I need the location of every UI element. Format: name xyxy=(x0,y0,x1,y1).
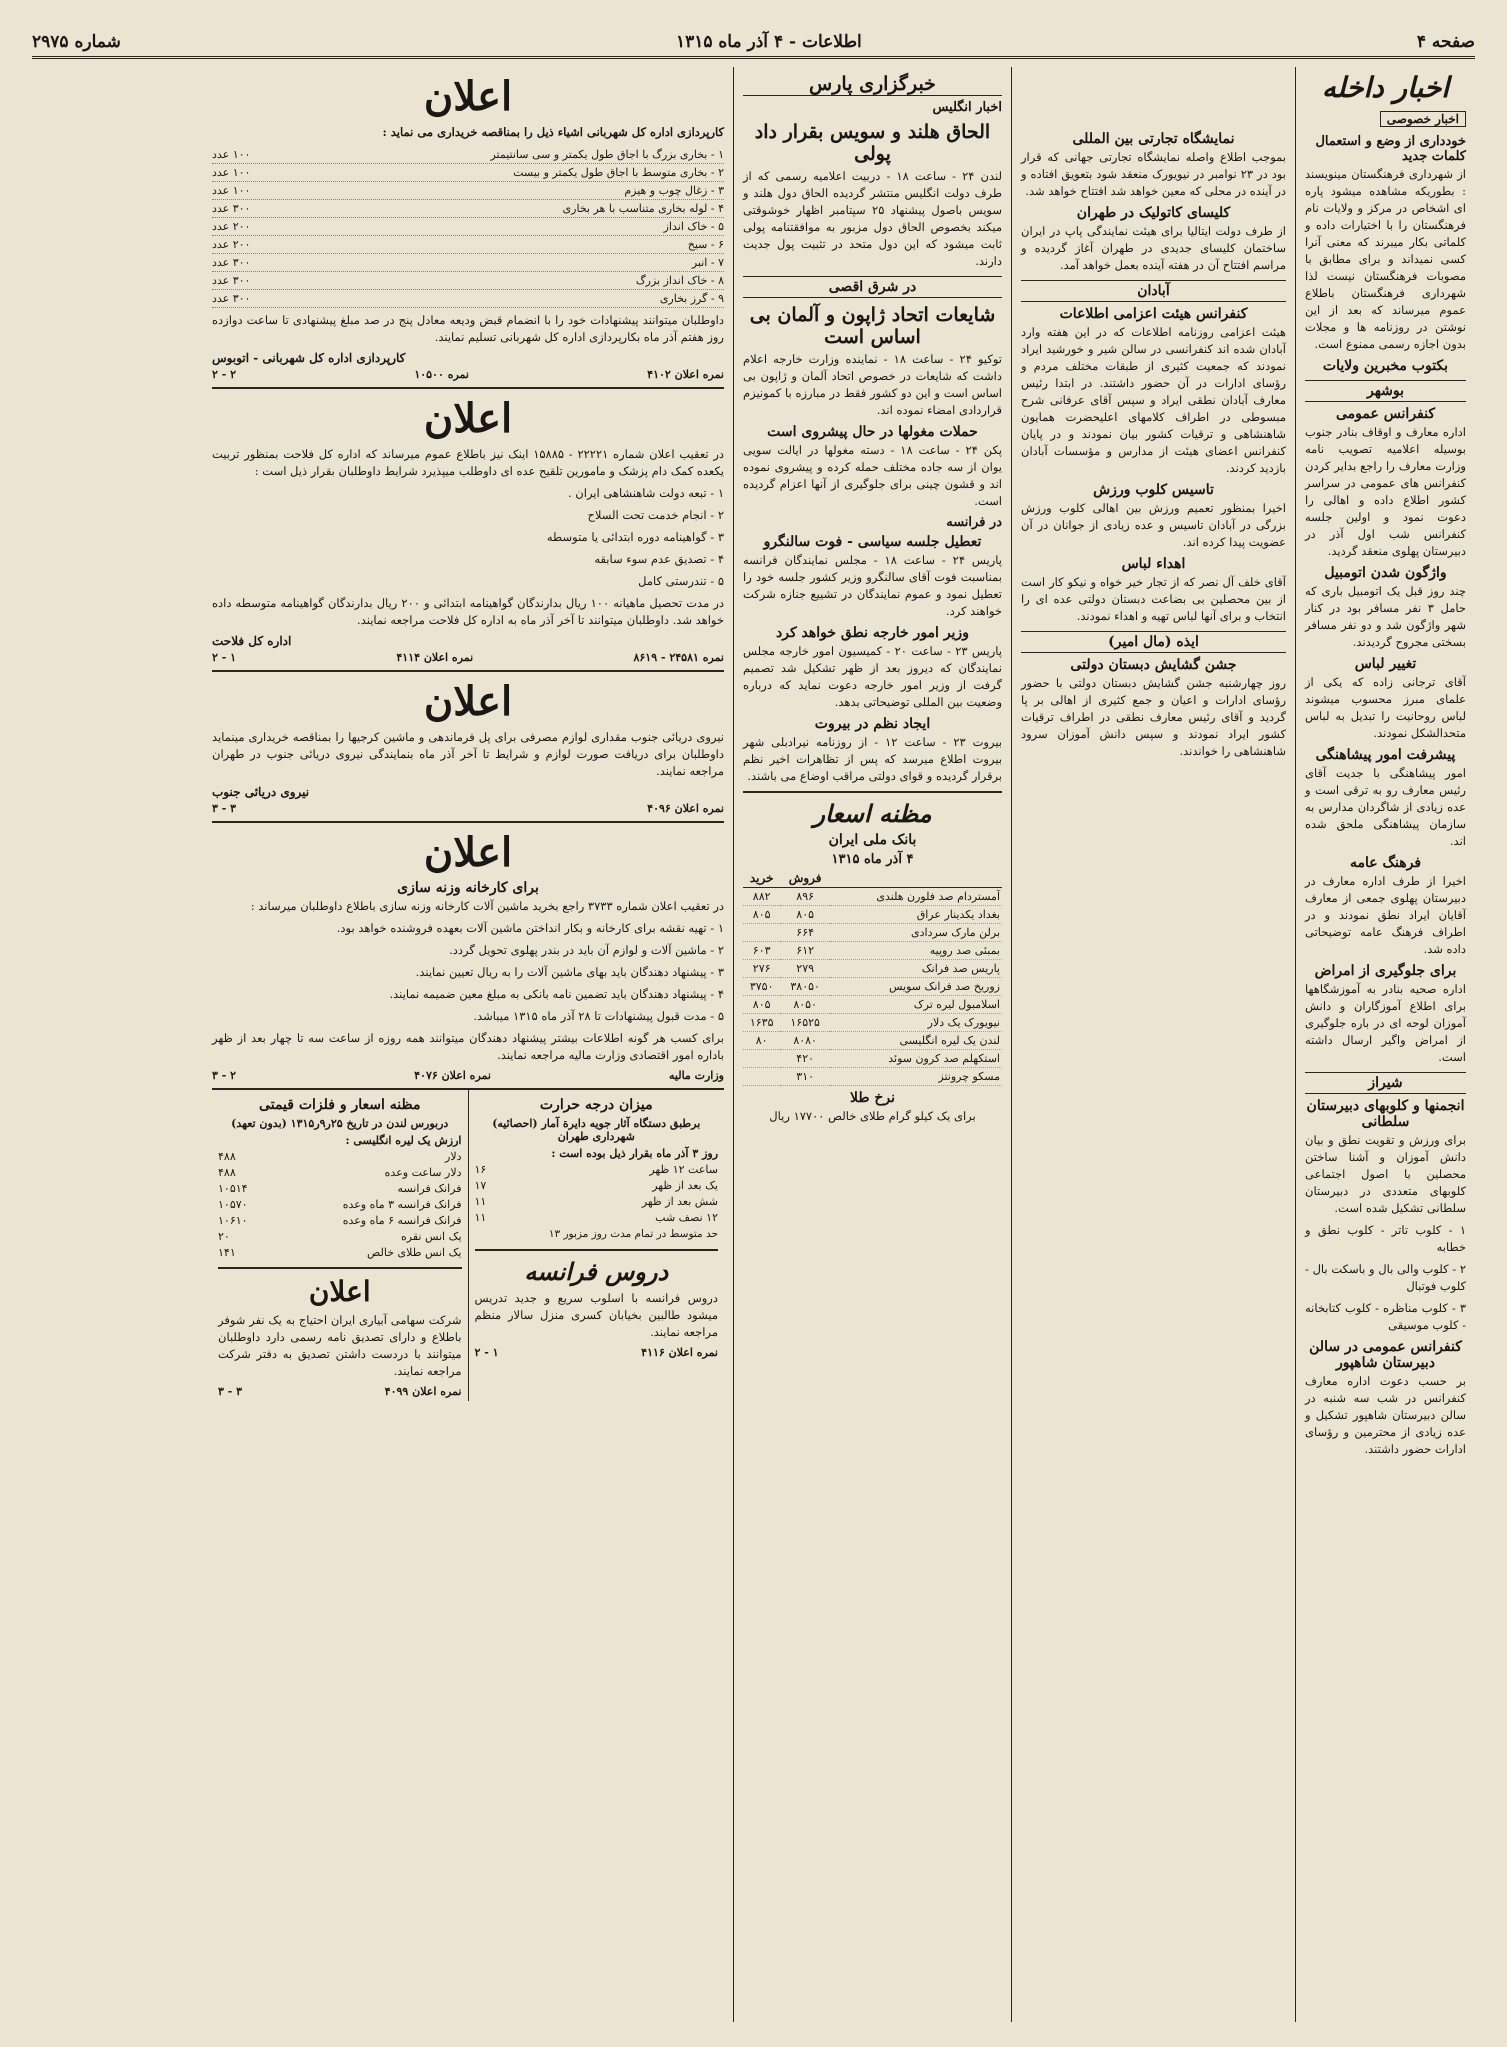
ad-shahrbani xyxy=(212,73,724,381)
rate-row: مسکو چرونتز ۳۱۰ xyxy=(743,1068,1002,1086)
metals-heading: ارزش یک لیره انگلیسی : xyxy=(345,1134,462,1147)
article-heading: ایجاد نظم در بیروت xyxy=(814,716,931,732)
ad-item: ۲ - انجام خدمت تحت السلاح xyxy=(587,508,724,522)
ads-column xyxy=(203,67,733,2022)
temperature-note: حد متوسط در تمام مدت روز مزبور ۱۳ xyxy=(548,1228,718,1240)
ad-scale-factory xyxy=(212,829,724,1082)
ad-body: برای کسب هر گونه اطلاعات بیشتر پیشنهاد دهندگان میتوانند همه روزه از ساعت سه تا چهار بعد از ظهر باداره امور اقتصادی وزارت مالیه مراجعه نمایند. xyxy=(212,1031,724,1062)
ad-title: اعلان xyxy=(423,829,513,876)
ad-body: داوطلبان میتوانند پیشنهادات خود را با انضمام قبض ودیعه معادل پنج در صد مبلغ پیشنهادی تا ساعت دوازده روز هفتم آذر ماه بکارپردازی اداره کل شهربانی تسلیم نمایند. xyxy=(212,313,724,344)
exclusive-tag: اخبار خصوصی xyxy=(1380,111,1466,127)
ad-footer: نمره اعلان ۴۰۹۶ ۳ - ۳ xyxy=(212,802,724,815)
rates-col-sell: فروش xyxy=(780,869,830,888)
lessons-footer: نمره اعلان ۴۱۱۶ ۱ - ۲ xyxy=(474,1346,718,1359)
article-heading: اهداء لباس xyxy=(1121,556,1186,572)
ad-navy xyxy=(212,678,724,815)
article-heading: وزیر امور خارجه نطق خواهد کرد xyxy=(776,625,969,641)
temperature-row: ساعت ۱۲ ظهر ۱۶ xyxy=(474,1163,718,1176)
article-heading: نمایشگاه تجارتی بین المللی xyxy=(1072,131,1235,147)
article-body: اداره معارف و اوقاف بنادر جنوب بوسیله اعلامیه تصویب نامه وزارت معارف را راجع بدایر کردن کنفرانس های عمومی در سراسر کشور اطلاع داده و اهالی را دعوت نمود و اولین جلسه کنفرانس شب اول آذر در دبیرستان پهلوی منعقد گردید. xyxy=(1305,425,1466,558)
ad-item: ۵ - مدت قبول پیشنهادات تا ۲۸ آذر ماه ۱۳۱۵ میباشد. xyxy=(473,1009,724,1023)
columns xyxy=(32,67,1475,2022)
rate-row: آمستردام صد فلورن هلندی ۸۹۶ ۸۸۲ xyxy=(743,888,1002,906)
pars-column xyxy=(733,67,1011,2022)
article-heading: حملات مغولها در حال پیشروی است xyxy=(767,424,978,440)
article-heading: انجمنها و کلوبهای دبیرستان سلطانی xyxy=(1306,1098,1465,1130)
ad-item: ۷ - انبر ۳۰۰ عدد xyxy=(212,254,724,272)
temperature-subtitle: برطبق دستگاه آثار جویه دایرة آمار (احصائیه) شهرداری طهران xyxy=(492,1117,701,1143)
ad-body: شرکت سهامی آبیاری ایران احتیاج به یک نفر شوفر باطلاع و دارای تصدیق نامه رسمی دارد داوطلبان میتوانند با دردست داشتن تصدیق به دفتر شرکت مراجعه نمایند. xyxy=(218,1313,462,1378)
domestic-headline: خودداری از وضع و استعمال کلمات جدید xyxy=(1315,134,1466,164)
pars-header: خبرگزاری پارس xyxy=(743,73,1002,96)
article-heading: فرهنگ عامه xyxy=(1349,855,1422,871)
correspondents-heading: بکتوب مخبرین ولایات xyxy=(1322,358,1449,374)
ad-footer: نمره اعلان ۴۰۹۹ ۳ - ۳ xyxy=(218,1385,462,1398)
ad-footer: نمره اعلان ۴۱۰۲ نمره ۱۰۵۰۰ ۲ - ۲ xyxy=(212,368,724,381)
article-heading: تعطیل جلسه سیاسی - فوت سالنگرو xyxy=(763,534,982,550)
temperature-title: میزان درجه حرارت xyxy=(539,1097,653,1113)
domestic-column xyxy=(1295,67,1475,2022)
ad-body: در تعقیب اعلان شماره ۲۲۲۲۱ - ۱۵۸۸۵ اینک نیز باطلاع عموم میرساند که اداره کل فلاحت بمنظور تربیت یکعده کمک دام پزشک و مامورین تلقیح عده ای داوطلب میپذیرد شرایط داوطلبان بقرار ذیل است : xyxy=(212,447,724,478)
article-body: روز چهارشنبه جشن گشایش دبستان دولتی با حضور رؤسای ادارات و اعیان و جمع کثیری از اهالی بر پا گردید و آقای رئیس معارف نطقی در اطراف ترقیات کشور ایراد نمودند و سپس دانش آموزان سرود شاهنشاهی را خواندند. xyxy=(1021,676,1286,758)
ad-agriculture xyxy=(212,395,724,664)
ad-item: ۶ - سیخ ۲۰۰ عدد xyxy=(212,236,724,254)
paper-date: اطلاعات - ۴ آذر ماه ۱۳۱۵ xyxy=(675,32,862,52)
ad-title: اعلان xyxy=(423,678,513,725)
city-izeh: ایذه (مال امیر) xyxy=(1021,631,1286,653)
club-item: ۲ - کلوب والی بال و باسکت بال - کلوب فوتبال xyxy=(1305,1262,1466,1293)
section-heading: در فرانسه xyxy=(946,515,1002,530)
rate-row: بغداد یکدینار عراق ۸۰۵ ۸۰۵ xyxy=(743,906,1002,924)
ad-body: در تعقیب اعلان شماره ۳۷۳۳ راجع بخرید ماشین آلات کارخانه وزنه سازی باطلاع داوطلبان میرساند : xyxy=(250,899,724,913)
ad-item: ۴ - تصدیق عدم سوء سابقه xyxy=(594,552,724,566)
ad-signature: اداره کل فلاحت xyxy=(212,634,292,648)
article-heading: برای جلوگیری از امراض xyxy=(1314,963,1457,979)
ad-title: اعلان xyxy=(423,395,513,442)
ad-item: ۳ - گواهینامه دوره ابتدائی یا متوسطه xyxy=(546,530,724,544)
ad-item: ۲ - بخاری متوسط با اجاق طول یکمتر و بیست ۱۰۰ عدد xyxy=(212,164,724,182)
ad-item: ۲ - ماشین آلات و لوازم آن باید در بندر پهلوی تحویل گردد. xyxy=(449,943,724,957)
article-body: پاریس ۲۳ - ساعت ۲۰ - کمیسیون امور خارجه مجلس نمایندگان که دیروز بعد از ظهر تشکیل شد تصمیم گرفت از وزیر امور خارجه دعوت نماید که درباره وضعیت بین المللی توضیحاتی بدهد. xyxy=(743,644,1003,709)
temperature-box xyxy=(468,1090,725,1401)
article-heading: کنفرانس هیئت اعزامی اطلاعات xyxy=(1059,306,1248,322)
ad-item: ۱ - تبعه دولت شاهنشاهی ایران . xyxy=(568,486,724,500)
ad-item-list xyxy=(212,146,724,308)
ad-item: ۴ - پیشنهاد دهندگان باید تضمین نامه بانکی به مبلغ معین ضمیمه نمایند. xyxy=(389,987,724,1001)
rates-col-currency xyxy=(830,869,1002,888)
section-heading: اخبار انگلیس xyxy=(932,100,1002,115)
temperature-date: روز ۳ آذر ماه بقرار ذیل بوده است : xyxy=(551,1147,718,1160)
article-heading: کنفرانس عمومی xyxy=(1335,406,1436,422)
rate-row: زوریخ صد فرانک سویس ۳۸۰۵۰ ۳۷۵۰ xyxy=(743,978,1002,996)
ad-item: ۳ - زغال چوب و هیزم ۱۰۰ عدد xyxy=(212,182,724,200)
ad-body: در مدت تحصیل ماهیانه ۱۰۰ ریال بدارندگان گواهینامه ابتدائی و ۲۰۰ ریال بدارندگان گواهینامه متوسطه داده خواهد شد. داوطلبان میتوانند تا آخر آذر ماه به اداره کل فلاحت مراجعه نمایند. xyxy=(212,596,725,627)
club-item: ۳ - کلوب مناظره - کلوب کتابخانه - کلوب موسیقی xyxy=(1305,1301,1466,1332)
article-heading: پیشرفت امور پیشاهنگی xyxy=(1315,747,1456,763)
ad-item: ۸ - خاک انداز بزرگ ۳۰۰ عدد xyxy=(212,272,724,290)
temperature-row: ۱۲ نصف شب ۱۱ xyxy=(474,1211,718,1224)
ad-footer: وزارت مالیه نمره اعلان ۴۰۷۶ ۲ - ۳ xyxy=(212,1069,724,1082)
gold-price: برای یک کیلو گرام طلای خالص ۱۷۷۰۰ ریال xyxy=(769,1109,976,1123)
city-shiraz: شیراز xyxy=(1305,1072,1466,1094)
issue-number: شماره ۲۹۷۵ xyxy=(32,32,121,52)
rate-row: استکهلم صد کرون سوئد ۴۲۰ xyxy=(743,1050,1002,1068)
lessons-body: دروس فرانسه با اسلوب سریع و جدید تدریس میشود طالبین بخیابان کسری منزل سالار منظم مراجعه نمایند. xyxy=(474,1291,718,1339)
article-body: پاریس ۲۴ - ساعت ۱۸ - مجلس نمایندگان فرانسه بمناسبت فوت آقای سالنگرو وزیر کشور جلسه خود را تعطیل نمود و عموم نمایندگان در تشییع جنازه شرکت خواهند کرد. xyxy=(743,553,1002,618)
article-body: لندن ۲۴ - ساعت ۱۸ - دربیت اعلامیه رسمی که از طرف دولت انگلیس منتشر گردیده الحاق دول هلند و سویس باصول پیشنهاد ۲۵ سپتامبر اظهار خوشوقتی میکند بخصوص الحاق دول مزبور به موافقتنامه پولی ثابت میشود که این دول متحد در تثبیت پول جدیت دارند. xyxy=(743,169,1002,268)
metals-row: دلار ساعت وعده ۴۸۸ xyxy=(218,1166,462,1179)
rates-bank: بانک ملی ایران xyxy=(828,832,917,848)
article-body: بر حسب دعوت اداره معارف کنفرانس در شب سه شنبه در سالن دبیرستان شاهپور تشکیل و عده زیادی از محترمین و رؤسای ادارات حضور داشتند. xyxy=(1305,1374,1466,1456)
article-body: امور پیشاهنگی با جدیت آقای رئیس معارف رو به ترقی است و عده زیادی از شاگردان مدارس به سازمان پیشاهنگی ملحق شده اند. xyxy=(1305,766,1466,848)
city-bushehr: بوشهر xyxy=(1305,380,1466,402)
article-heading: جشن گشایش دبستان دولتی xyxy=(1070,657,1237,673)
section-heading: در شرق اقصی xyxy=(743,276,1002,298)
rate-row: لندن یک لیره انگلیسی ۸۰۸۰ ۸۰ xyxy=(743,1032,1002,1050)
article-body: هیئت اعزامی روزنامه اطلاعات که در این هفته وارد آبادان شده اند کنفرانسی در سالن شیر و خورشید ایراد نمودند که جمعیت کثیری از طبقات مختلف مردم و رؤسای ادارات در آن حضور داشتند. در ابتدا رئیس معارف آبادان نطقی ایراد و سپس آقای عرفانی شرح مبسوطی در اطراف کلامهای اعلیحضرت همایون شاهنشاهی و ترقیات کشور بیان نمودند و در پایان کنفرانس اعضای هیئت از مدارس و مؤسسات آبادان بازدید کردند. xyxy=(1021,325,1286,475)
metals-row: یک انس طلای خالص ۱۴۱ xyxy=(218,1246,462,1259)
metals-title: مظنه اسعار و فلزات قیمتی xyxy=(259,1097,421,1113)
article-body: آقای خلف آل نصر که از تجار خیر خواه و نیکو کار است از بین محصلین بی بضاعت دبستان دولتی عده ای را انتخاب و برای آنها لباس تهیه و اهداء نمودند. xyxy=(1021,575,1286,623)
article-heading: تغییر لباس xyxy=(1354,656,1417,672)
metals-box xyxy=(212,1090,468,1401)
ad-signature: نیروی دریائی جنوب xyxy=(212,785,310,799)
article-body: توکیو ۲۴ - ساعت ۱۸ - نماینده وزارت خارجه اعلام داشت که شایعات در خصوص اتحاد آلمان و ژاپون بی اساس است و این دو کشور فقط در مبارزه با کمونیزم قراردادی امضاء نموده اند. xyxy=(743,352,1003,417)
rate-row: نیویورک یک دلار ۱۶۵۲۵ ۱۶۳۵ xyxy=(743,1014,1002,1032)
article-body: بیروت ۲۳ - ساعت ۱۲ - از روزنامه نیرادبلی شهر بیروت اطلاع میرسد که پس از تظاهرات اخیر نظم برقرار گردیده و قوای دولتی مراقب اوضاع می باشند. xyxy=(743,735,1002,783)
ad-title: اعلان xyxy=(308,1275,371,1308)
metals-subtitle: دربورس لندن در تاریخ ۲۵ر۹ر۱۳۱۵ (بدون تعهد) xyxy=(231,1117,449,1130)
temperature-row: یک بعد از ظهر ۱۷ xyxy=(474,1179,718,1192)
article-heading: کلیسای کاتولیک در طهران xyxy=(1076,205,1231,221)
article-body: چند روز قبل یک اتومبیل باری که حامل ۳ نفر مسافر بود در کنار شهر واژگون شد و دو نفر مسافر بسختی مجروح گردیدند. xyxy=(1305,584,1466,649)
gold-title: نرخ طلا xyxy=(849,1090,896,1106)
article-body: آقای ترجانی زاده که یکی از علمای مبرز محسوب میشوند لباس روحانیت را تبدیل به لباس متحدالشکل نمودند. xyxy=(1305,675,1466,740)
rates-col-buy: خرید xyxy=(743,869,780,888)
metals-row: فرانک فرانسه ۳ ماه وعده ۱۰۵۷۰ xyxy=(218,1198,462,1211)
domestic-banner: اخبار داخله xyxy=(1321,71,1450,104)
article-body: برای ورزش و تقویت نطق و بیان دانش آموزان و آشنا ساختن محصلین با اصول اجتماعی کلوبهای متعددی در دبیرستان سلطانی تشکیل شده است. xyxy=(1305,1133,1466,1215)
article-heading: کنفرانس عمومی در سالن دبیرستان شاهپور xyxy=(1309,1339,1462,1371)
article-heading: شایعات اتحاد ژاپون و آلمان بی اساس است xyxy=(749,304,996,348)
ad-item: ۳ - پیشنهاد دهندگان باید بهای ماشین آلات را به ریال تعیین نمایند. xyxy=(415,965,724,979)
ad-title: اعلان xyxy=(423,73,513,120)
ad-item: ۴ - لوله بخاری متناسب با هر بخاری ۳۰۰ عدد xyxy=(212,200,724,218)
rates-title: مظنه اسعار xyxy=(813,799,932,828)
rate-row: برلن مارک سردادی ۶۶۴ xyxy=(743,924,1002,942)
article-heading: واژگون شدن اتومبیل xyxy=(1324,565,1447,581)
ad-footer: نمره ۲۴۵۸۱ - ۸۶۱۹ نمره اعلان ۴۱۱۴ ۱ - ۲ xyxy=(212,651,724,664)
rates-date: ۴ آذر ماه ۱۳۱۵ xyxy=(831,852,914,867)
rate-row: اسلامبول لیره ترک ۸۰۵۰ ۸۰۵ xyxy=(743,996,1002,1014)
ad-item: ۱ - بخاری بزرگ با اجاق طول یکمتر و سی سانتیمتر ۱۰۰ عدد xyxy=(212,146,724,164)
article-body: پکن ۲۴ - ساعت ۱۸ - دسته مغولها در ایالت سویی یوان از سه جاده مختلف حمله کرده و پیشروی نموده اند و قشون چینی برای جلوگیری از آنها اعزام گردیده است. xyxy=(743,443,1002,508)
city-abadan: آبادان xyxy=(1021,280,1286,302)
rate-row: بمبئی صد روپیه ۶۱۲ ۶۰۳ xyxy=(743,942,1002,960)
domestic-body: از شهرداری فرهنگستان مینویسند : بطوریکه مشاهده میشود پاره ای اشخاص در مرکز و ولایات نام فرهنگستان را با اختیارات داده و کلماتی بکار میبرند که معنی آنرا کسی نمیداند و برای مطابق با مصوبات فرهنگستان نیست لذا شهرداری فرهنگستان باطلاع عموم میرساند که بعد از این نوشتن در روزنامه ها و مجلات بدون اجازه رسمی ممنوع است. xyxy=(1305,167,1466,351)
ad-subtitle: برای کارخانه وزنه سازی xyxy=(397,880,539,896)
rates-table xyxy=(743,869,1002,1086)
ad-item: ۵ - تندرستی کامل xyxy=(638,574,724,588)
middle-column xyxy=(1011,67,1295,2022)
article-body: اداره صحیه بنادر به آموزشگاهها برای اطلاع آموزگاران و دانش آموزان لوحه ای در باره جلوگیری از امراض واگیر ارسال داشته است. xyxy=(1305,982,1466,1064)
metals-row: فرانک فرانسه ۶ ماه وعده ۱۰۶۱۰ xyxy=(218,1214,462,1227)
metals-row: یک انس نقره ۲۰ xyxy=(218,1230,462,1243)
article-body: بموجب اطلاع واصله نمایشگاه تجارتی جهانی که قرار بود در ۲۳ نوامبر در نیویورک منعقد شود بتعویق افتاده و در آینده در محلی که معین خواهد شد افتتاح خواهد شد. xyxy=(1021,150,1286,198)
masthead xyxy=(32,28,1475,59)
article-heading: الحاق هلند و سویس بقرار داد پولی xyxy=(754,121,991,165)
ad-item: ۵ - خاک انداز ۲۰۰ عدد xyxy=(212,218,724,236)
ad-body: نیروی دریائی جنوب مقداری لوازم مصرفی برای پل فرماندهی و ماشین کرجیها را بمناقصه خریداری مینماید داوطلبان برای دریافت صورت لوازم و شرایط تا آخر آذر ماه بنمایندگی نیروی دریائی جنوب در طهران مراجعه نمایند. xyxy=(212,730,724,778)
article-body: از طرف دولت ایتالیا برای هیئت نمایندگی پاپ در ایران ساختمان کلیسای جدیدی در طهران آغاز گردیده و مراسم افتتاح آن در هفته آینده بعمل خواهد آمد. xyxy=(1021,224,1286,272)
lessons-title: دروس فرانسه xyxy=(524,1257,669,1286)
ad-signature: کارپردازی اداره کل شهربانی - اتوبوس xyxy=(212,351,406,365)
rate-row: پاریس صد فرانک ۲۷۹ ۲۷۶ xyxy=(743,960,1002,978)
article-body: اخیرا بمنظور تعمیم ورزش بین اهالی کلوب ورزش بزرگی در آبادان تاسیس و عده زیادی از جوانان در آن عضویت پیدا کرده اند. xyxy=(1021,501,1286,549)
ad-item: ۱ - تهیه نقشه برای کارخانه و بکار انداختن ماشین آلات بعهده فروشنده خواهد بود. xyxy=(336,921,724,935)
article-heading: تاسیس کلوب ورزش xyxy=(1093,482,1214,498)
bottom-boxes xyxy=(212,1088,724,1401)
temperature-row: شش بعد از ظهر ۱۱ xyxy=(474,1195,718,1208)
metals-row: فرانک فرانسه ۱۰۵۱۴ xyxy=(218,1182,462,1195)
article-body: اخیرا از طرف اداره معارف در دبیرستان پهلوی جمعی از معارف آقایان ایراد نطق نمودند و در اطراف فرهنگ عامه توضیحاتی داده شد. xyxy=(1305,874,1466,956)
ad-intro: کارپردازی اداره کل شهربانی اشیاء ذیل را بمناقصه خریداری می نماید : xyxy=(382,125,724,139)
page-label: صفحه ۴ xyxy=(1416,32,1475,52)
metals-row: دلار ۴۸۸ xyxy=(218,1150,462,1163)
ad-item: ۹ - گرز بخاری ۳۰۰ عدد xyxy=(212,290,724,308)
club-item: ۱ - کلوب تاتر - کلوب نطق و خطابه xyxy=(1305,1223,1466,1254)
